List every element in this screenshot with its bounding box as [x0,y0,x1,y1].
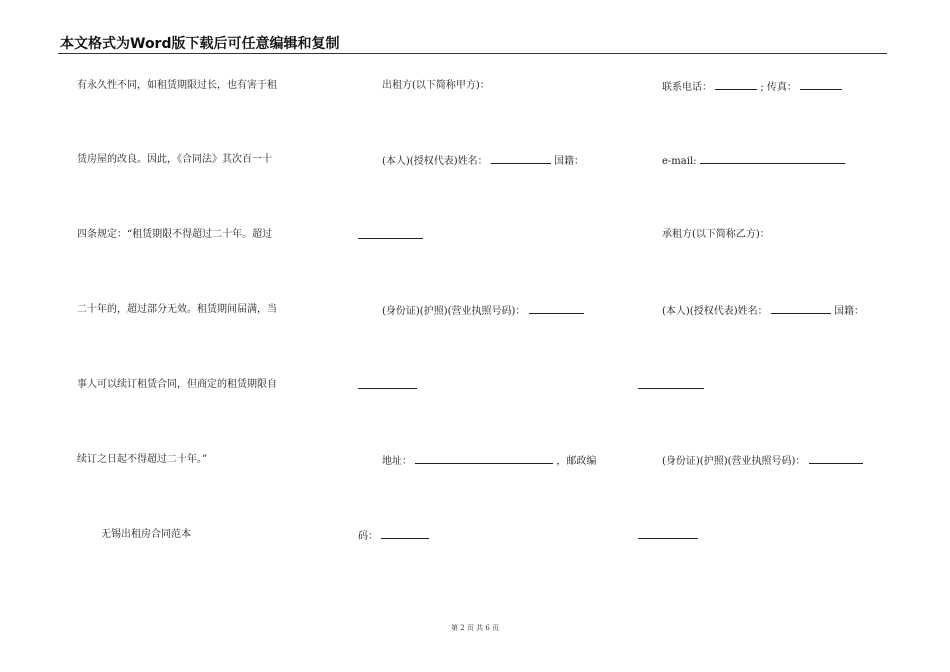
lessor-id-row-cont [358,379,417,393]
lessor-nationality-label: 国籍： [553,156,584,167]
phone-label: 联系电话： [662,82,712,93]
body-text-line: 赁房屋的改良。因此，《合同法》其次百一十 [77,154,272,165]
lessor-nationality-row [358,229,423,243]
lessee-id-blank-cont [638,529,698,539]
lessee-label: 承租方(以下简称乙方)： [662,229,770,240]
lessor-id-blank [529,304,584,314]
header-divider [58,53,887,54]
document-header-title: 本文格式为Word版下载后可任意编辑和复制 [60,36,340,52]
body-text-line: 二十年的，超过部分无效。租赁期间届满，当 [77,304,277,315]
email-label: e-mail: [662,156,697,167]
lessee-id-row [662,454,863,468]
lessor-id-blank-cont [358,379,417,389]
email-blank [700,154,845,164]
lessee-name-label: (本人)(授权代表)姓名： [662,306,768,317]
email-row [662,154,845,168]
lessee-nationality-blank [638,379,704,389]
contact-row [662,80,842,94]
lessor-nationality-blank [358,229,423,239]
lessor-postcode-row [358,529,429,543]
lessee-id-blank [809,454,863,464]
lessor-address-row [382,454,596,468]
lessor-address-label: 地址： [382,456,412,467]
lessee-name-blank [771,304,831,314]
fax-label: ; 传真： [760,82,797,93]
lessee-nationality-row [638,379,704,393]
lessee-id-row-cont [638,529,698,543]
lessor-id-row [382,304,584,318]
body-text-line: 事人可以续订租赁合同，但商定的租赁期限自 [77,379,277,390]
lessor-name-blank [491,154,551,164]
lessor-name-row [382,154,584,168]
lessor-postcode-label-cont: 码： [358,531,378,542]
page-number: 第 2 页 共 6 页 [450,624,500,632]
lessor-postcode-label: ，邮政编 [556,456,597,467]
lessee-name-row [662,304,864,318]
lessor-name-label: (本人)(授权代表)姓名： [382,156,488,167]
phone-blank [715,80,757,90]
body-text-line: 四条规定：“租赁期限不得超过二十年。超过 [77,229,273,240]
lessee-nationality-label: 国籍： [833,306,864,317]
lessor-postcode-blank [381,529,429,539]
contract-subtitle: 无锡出租房合同范本 [101,529,191,540]
lessor-address-blank [415,454,553,464]
fax-blank [800,80,842,90]
body-text-line: 续订之日起不得超过二十年。” [77,454,208,465]
body-text-line: 有永久性不同，如租赁期限过长，也有害于租 [77,80,277,91]
lessee-id-label: (身份证)(护照)(营业执照号码)： [662,456,806,467]
lessor-id-label: (身份证)(护照)(营业执照号码)： [382,306,526,317]
lessor-label: 出租方(以下简称甲方)： [382,80,490,91]
